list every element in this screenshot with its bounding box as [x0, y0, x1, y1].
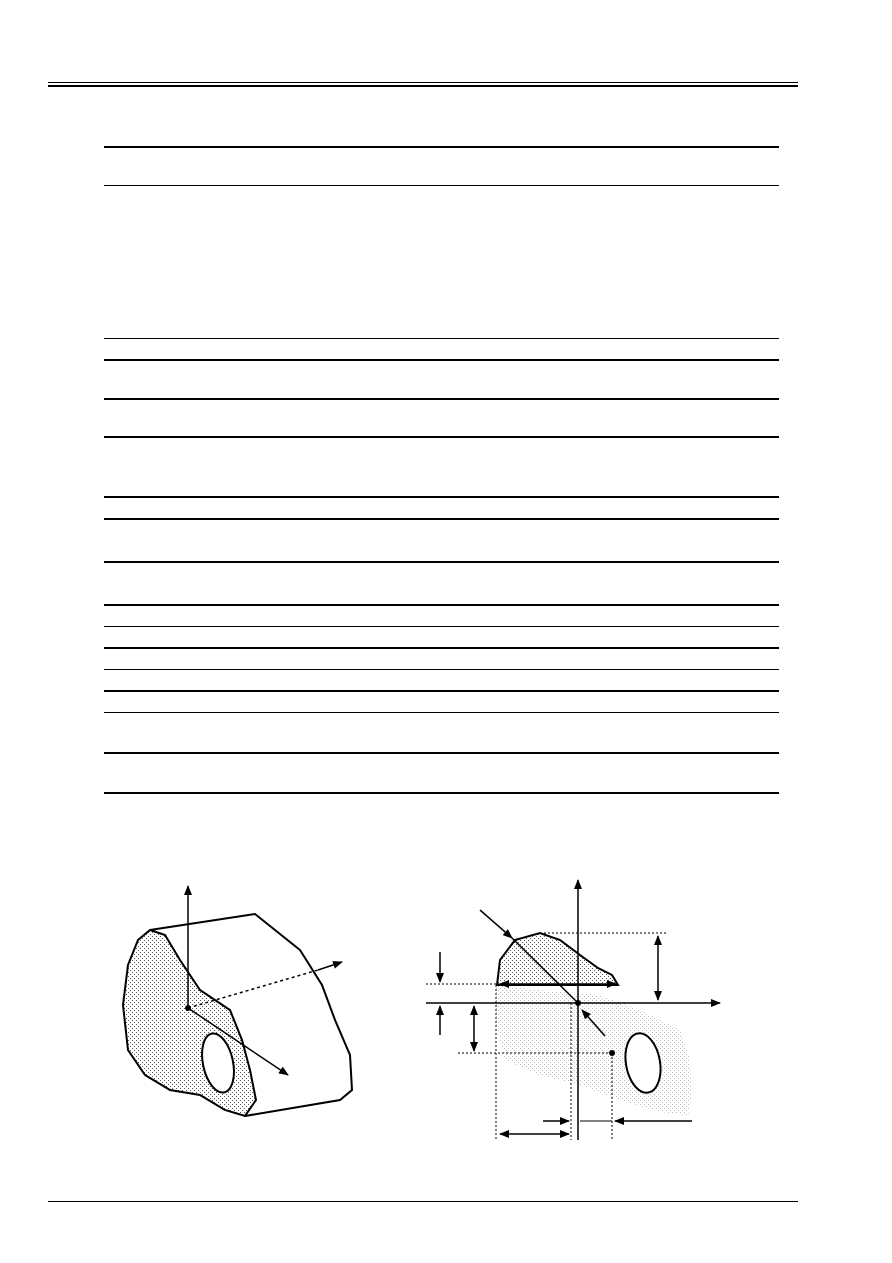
- rigid-body-3d-sketch: [123, 886, 352, 1116]
- cross-section-2d-sketch: [426, 880, 720, 1140]
- page-footer-rule: [48, 1201, 798, 1202]
- section-body-light: [495, 985, 692, 1115]
- origin-point: [185, 1005, 191, 1011]
- leader-line-top: [480, 910, 512, 938]
- y-axis-arrow: [318, 962, 342, 970]
